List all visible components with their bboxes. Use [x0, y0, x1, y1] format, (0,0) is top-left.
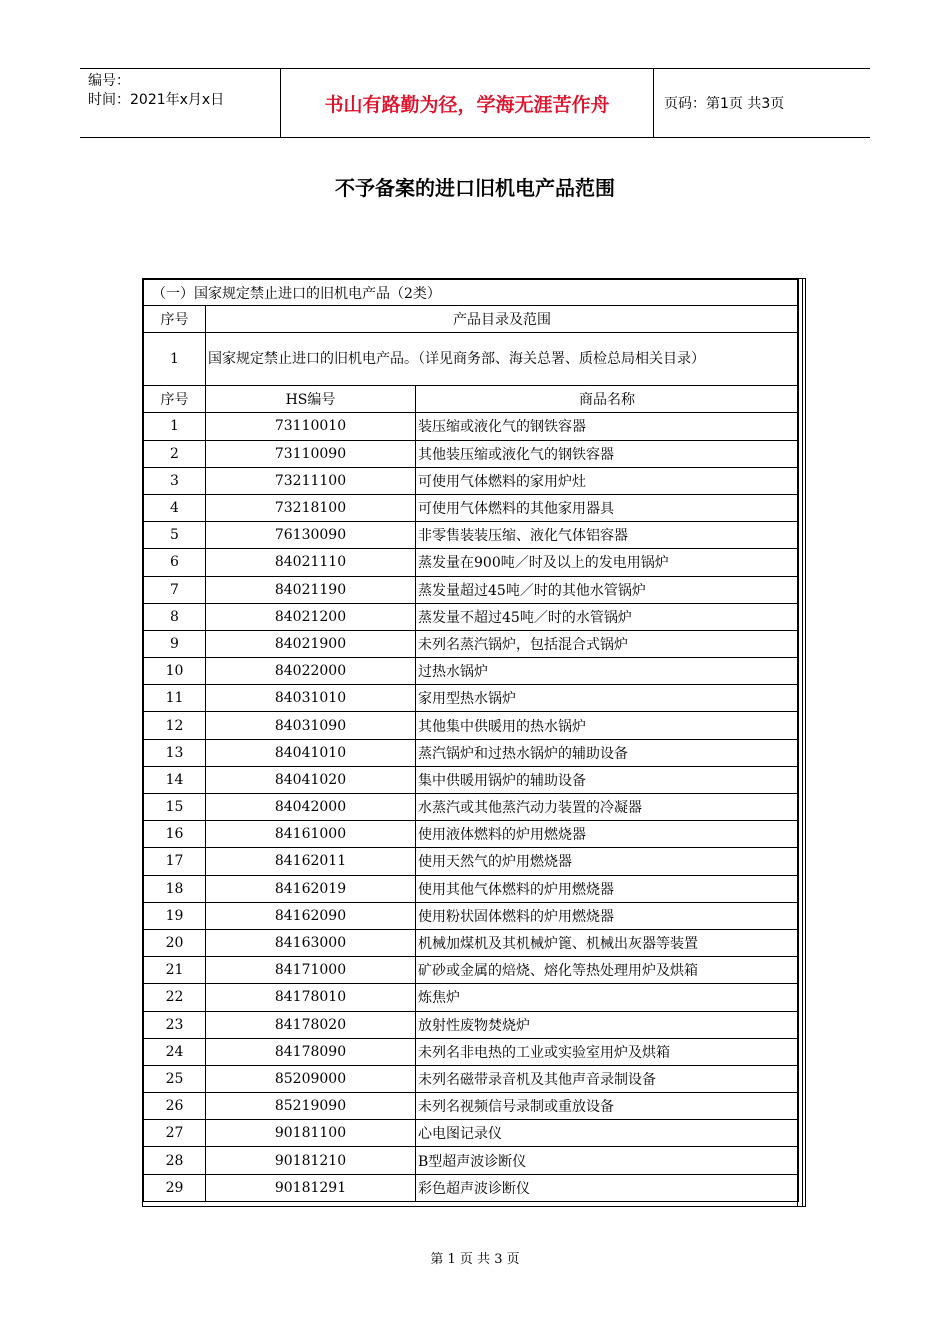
row-product-name: 装压缩或液化气的钢铁容器: [416, 413, 799, 440]
col-hs-header: HS编号: [206, 386, 416, 413]
row-seq: 14: [144, 766, 206, 793]
row-seq: 3: [144, 467, 206, 494]
table-row: [144, 467, 799, 494]
table-row: [144, 766, 799, 793]
row-product-name: 非零售装装压缩、液化气体铝容器: [416, 522, 799, 549]
table-row: [144, 794, 799, 821]
row-seq: 18: [144, 875, 206, 902]
row-product-name: 未列名视频信号录制或重放设备: [416, 1093, 799, 1120]
row-hs-code: 84022000: [206, 658, 416, 685]
row-product-name: B型超声波诊断仪: [416, 1147, 799, 1174]
row-hs-code: 73218100: [206, 494, 416, 521]
header-motto: 书山有路勤为径，学海无涯苦作舟: [281, 69, 654, 137]
row-product-name: 使用天然气的炉用燃烧器: [416, 848, 799, 875]
row-product-name: 炼焦炉: [416, 984, 799, 1011]
section-title: （一）国家规定禁止进口的旧机电产品（2类）: [144, 280, 799, 306]
row-seq: 26: [144, 1093, 206, 1120]
table-row: [144, 603, 799, 630]
row-hs-code: 84162019: [206, 875, 416, 902]
row-hs-code: 76130090: [206, 522, 416, 549]
table-row: [144, 658, 799, 685]
table-row: [144, 1147, 799, 1174]
row-hs-code: 85219090: [206, 1093, 416, 1120]
page-header: [80, 68, 870, 138]
row-hs-code: 84042000: [206, 794, 416, 821]
row-seq: 22: [144, 984, 206, 1011]
table-row: [144, 712, 799, 739]
row-seq: 2: [144, 440, 206, 467]
row-product-name: 蒸发量超过45吨／时的其他水管锅炉: [416, 576, 799, 603]
row-hs-code: 90181291: [206, 1174, 416, 1201]
row-seq: 23: [144, 1011, 206, 1038]
row-hs-code: 84021110: [206, 549, 416, 576]
row-hs-code: 73211100: [206, 467, 416, 494]
row-hs-code: 90181210: [206, 1147, 416, 1174]
scope-header-row: [144, 306, 799, 333]
row-hs-code: 84041010: [206, 739, 416, 766]
table-row: [144, 576, 799, 603]
row-hs-code: 84163000: [206, 929, 416, 956]
row-product-name: 使用粉状固体燃料的炉用燃烧器: [416, 902, 799, 929]
row-seq: 5: [144, 522, 206, 549]
row-seq: 17: [144, 848, 206, 875]
row-product-name: 家用型热水锅炉: [416, 685, 799, 712]
row-product-name: 蒸汽锅炉和过热水锅炉的辅助设备: [416, 739, 799, 766]
row-seq: 4: [144, 494, 206, 521]
product-table: [143, 279, 799, 1202]
row-product-name: 其他装压缩或液化气的钢铁容器: [416, 440, 799, 467]
row-hs-code: 84178020: [206, 1011, 416, 1038]
row-product-name: 可使用气体燃料的家用炉灶: [416, 467, 799, 494]
row-product-name: 过热水锅炉: [416, 658, 799, 685]
row-product-name: 放射性废物焚烧炉: [416, 1011, 799, 1038]
table-row: [144, 875, 799, 902]
row-product-name: 心电图记录仪: [416, 1120, 799, 1147]
header-info: [80, 69, 281, 137]
col-scope-header: 产品目录及范围: [206, 306, 799, 333]
table-row: [144, 984, 799, 1011]
row-seq: 1: [144, 413, 206, 440]
row-hs-code: 85209000: [206, 1065, 416, 1092]
row-seq: 7: [144, 576, 206, 603]
row-seq: 15: [144, 794, 206, 821]
row-hs-code: 90181100: [206, 1120, 416, 1147]
row-hs-code: 84031090: [206, 712, 416, 739]
table-outer-border: [802, 279, 803, 1206]
row-hs-code: 84171000: [206, 957, 416, 984]
table-row: [144, 929, 799, 956]
row-product-name: 集中供暖用锅炉的辅助设备: [416, 766, 799, 793]
row-seq: 10: [144, 658, 206, 685]
row-seq: 29: [144, 1174, 206, 1201]
row-product-name: 可使用气体燃料的其他家用器具: [416, 494, 799, 521]
table-row: [144, 1174, 799, 1201]
row-hs-code: 73110090: [206, 440, 416, 467]
header-page-info: 页码：第1页 共3页: [664, 96, 785, 112]
row-product-name: 机械加煤机及其机械炉篦、机械出灰器等装置: [416, 929, 799, 956]
col-name-header: 商品名称: [416, 386, 799, 413]
row-hs-code: 84178090: [206, 1038, 416, 1065]
row-hs-code: 84041020: [206, 766, 416, 793]
table-row: [144, 413, 799, 440]
row-hs-code: 84162011: [206, 848, 416, 875]
row-hs-code: 84021190: [206, 576, 416, 603]
table-row: [144, 739, 799, 766]
col-seq-header-2: 序号: [144, 386, 206, 413]
table-row: [144, 1120, 799, 1147]
table-row: [144, 821, 799, 848]
row-product-name: 彩色超声波诊断仪: [416, 1174, 799, 1201]
row-seq: 20: [144, 929, 206, 956]
row-product-name: 未列名磁带录音机及其他声音录制设备: [416, 1065, 799, 1092]
row-seq: 28: [144, 1147, 206, 1174]
row-seq: 9: [144, 630, 206, 657]
table-row: [144, 685, 799, 712]
product-table-frame: [142, 278, 806, 1207]
row-seq: 11: [144, 685, 206, 712]
table-row: [144, 1038, 799, 1065]
table-right-border: [797, 279, 798, 1206]
page-footer: 第 1 页 共 3 页: [430, 1252, 520, 1267]
table-row: [144, 549, 799, 576]
row-product-name: 未列名非电热的工业或实验室用炉及烘箱: [416, 1038, 799, 1065]
row-seq: 13: [144, 739, 206, 766]
row-seq: 21: [144, 957, 206, 984]
time-label: 时间：2021年x月x日: [88, 92, 225, 108]
row-seq: 8: [144, 603, 206, 630]
row-seq: 16: [144, 821, 206, 848]
scope-text: 国家规定禁止进口的旧机电产品。（详见商务部、海关总署、质检总局相关目录）: [206, 333, 799, 386]
row-product-name: 使用液体燃料的炉用燃烧器: [416, 821, 799, 848]
table-row: [144, 902, 799, 929]
table-row: [144, 848, 799, 875]
document-title: 不予备案的进口旧机电产品范围: [335, 176, 615, 200]
row-hs-code: 73110010: [206, 413, 416, 440]
row-hs-code: 84021900: [206, 630, 416, 657]
table-row: [144, 1011, 799, 1038]
row-hs-code: 84178010: [206, 984, 416, 1011]
hs-header-row: [144, 386, 799, 413]
row-seq: 27: [144, 1120, 206, 1147]
row-seq: 25: [144, 1065, 206, 1092]
row-product-name: 水蒸汽或其他蒸汽动力装置的冷凝器: [416, 794, 799, 821]
row-product-name: 其他集中供暖用的热水锅炉: [416, 712, 799, 739]
table-row: [144, 440, 799, 467]
section-row: [144, 280, 799, 306]
table-row: [144, 1065, 799, 1092]
row-hs-code: 84021200: [206, 603, 416, 630]
table-row: [144, 957, 799, 984]
row-hs-code: 84162090: [206, 902, 416, 929]
row-seq: 19: [144, 902, 206, 929]
row-seq: 6: [144, 549, 206, 576]
row-product-name: 蒸发量在900吨／时及以上的发电用锅炉: [416, 549, 799, 576]
row-product-name: 使用其他气体燃料的炉用燃烧器: [416, 875, 799, 902]
row-hs-code: 84161000: [206, 821, 416, 848]
row-product-name: 矿砂或金属的焙烧、熔化等热处理用炉及烘箱: [416, 957, 799, 984]
row-product-name: 蒸发量不超过45吨／时的水管锅炉: [416, 603, 799, 630]
row-hs-code: 84031010: [206, 685, 416, 712]
row-seq: 12: [144, 712, 206, 739]
row-product-name: 未列名蒸汽锅炉，包括混合式锅炉: [416, 630, 799, 657]
row-seq: 24: [144, 1038, 206, 1065]
col-seq-header: 序号: [144, 306, 206, 333]
number-label: 编号：: [88, 73, 130, 89]
scope-seq: 1: [144, 333, 206, 386]
table-row: [144, 494, 799, 521]
scope-row: [144, 333, 799, 386]
table-row: [144, 522, 799, 549]
table-row: [144, 1093, 799, 1120]
table-row: [144, 630, 799, 657]
